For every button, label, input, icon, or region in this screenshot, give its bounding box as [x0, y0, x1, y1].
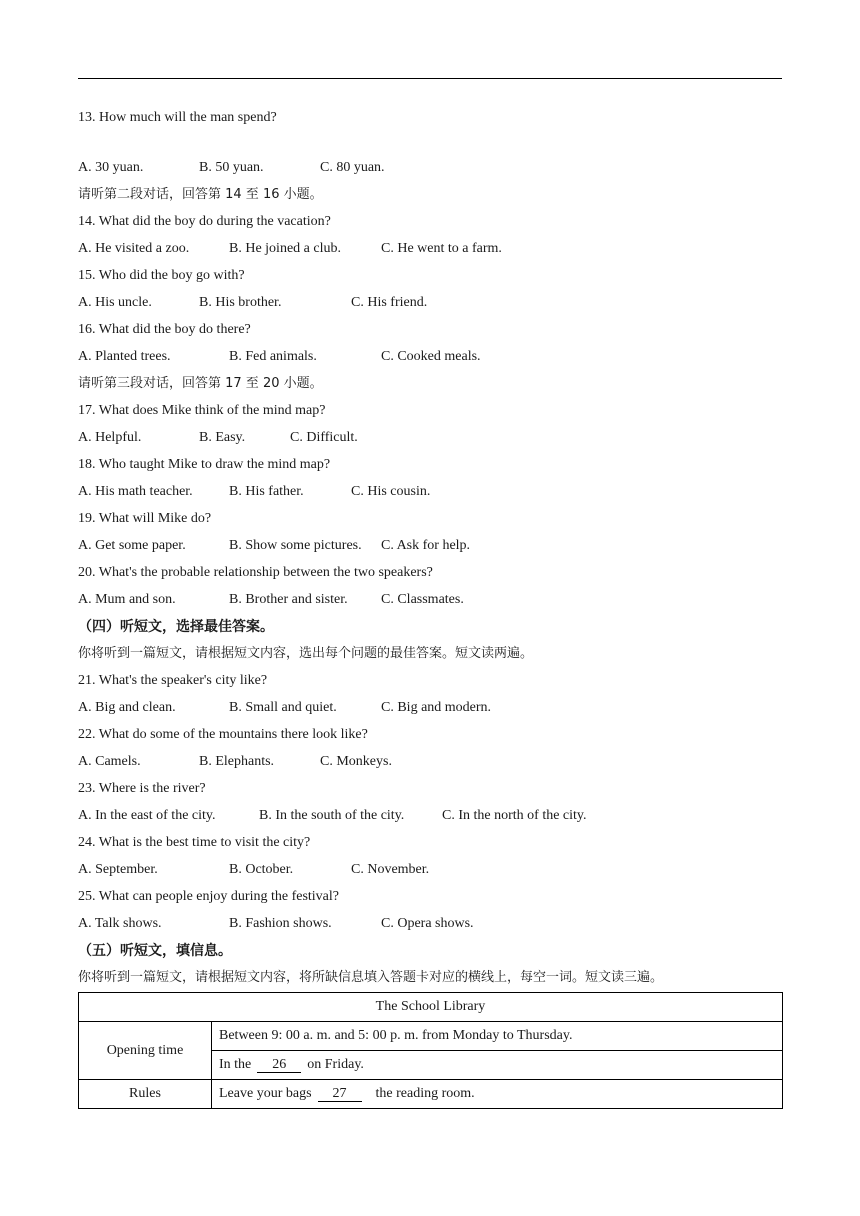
q18-option-c[interactable]: C. His cousin.: [351, 484, 431, 499]
opening-time-friday: [212, 1051, 783, 1080]
q22-option-c[interactable]: C. Monkeys.: [320, 754, 392, 769]
q14-option-a[interactable]: A. He visited a zoo.: [78, 241, 190, 256]
q16-option-b[interactable]: B. Fed animals.: [229, 349, 317, 364]
q21-option-a[interactable]: A. Big and clean.: [78, 700, 176, 715]
q21-option-b[interactable]: B. Small and quiet.: [229, 700, 337, 715]
question-20: 20. What's the probable relationship between the two speakers?: [78, 565, 433, 580]
q13-option-a[interactable]: A. 30 yuan.: [78, 160, 144, 175]
q16-option-c[interactable]: C. Cooked meals.: [381, 349, 481, 364]
q23-option-a[interactable]: A. In the east of the city.: [78, 808, 216, 823]
q25-option-a[interactable]: A. Talk shows.: [78, 916, 162, 931]
question-18: 18. Who taught Mike to draw the mind map?: [78, 457, 331, 472]
q25-option-c[interactable]: C. Opera shows.: [381, 916, 474, 931]
q17-option-b[interactable]: B. Easy.: [199, 430, 246, 445]
section-5-title: （五）听短文，填信息。: [78, 943, 232, 959]
table-heading: The School Library: [79, 993, 783, 1022]
q14-option-c[interactable]: C. He went to a farm.: [381, 241, 502, 256]
question-22: 22. What do some of the mountains there look like?: [78, 727, 368, 742]
section-4-instruction: 你将听到一篇短文，请根据短文内容，选出每个问题的最佳答案。短文读两遍。: [78, 646, 534, 661]
q17-option-a[interactable]: A. Helpful.: [78, 430, 142, 445]
q20-option-b[interactable]: B. Brother and sister.: [229, 592, 348, 607]
q20-option-a[interactable]: A. Mum and son.: [78, 592, 176, 607]
question-21: 21. What's the speaker's city like?: [78, 673, 268, 688]
rules-text: [212, 1080, 783, 1109]
blank-27[interactable]: 27: [318, 1086, 362, 1102]
rules-text-pre: Leave your bags: [219, 1086, 312, 1101]
q18-option-a[interactable]: A. His math teacher.: [78, 484, 193, 499]
question-15: 15. Who did the boy go with?: [78, 268, 245, 283]
q16-option-a[interactable]: A. Planted trees.: [78, 349, 171, 364]
q20-option-c[interactable]: C. Classmates.: [381, 592, 464, 607]
q24-option-c[interactable]: C. November.: [351, 862, 430, 877]
q13-option-c[interactable]: C. 80 yuan.: [320, 160, 385, 175]
question-17: 17. What does Mike think of the mind map?: [78, 403, 326, 418]
q18-option-b[interactable]: B. His father.: [229, 484, 304, 499]
question-23: 23. Where is the river?: [78, 781, 206, 796]
q24-option-b[interactable]: B. October.: [229, 862, 294, 877]
blank-26[interactable]: 26: [257, 1057, 301, 1073]
opening-time-label: Opening time: [79, 1022, 212, 1080]
rules-label: Rules: [79, 1080, 212, 1109]
question-24: 24. What is the best time to visit the city?: [78, 835, 311, 850]
q15-option-a[interactable]: A. His uncle.: [78, 295, 152, 310]
opening-time-weekdays: Between 9: 00 a. m. and 5: 00 p. m. from Monday to Thursday.: [212, 1022, 783, 1051]
q24-option-a[interactable]: A. September.: [78, 862, 158, 877]
question-16: 16. What did the boy do there?: [78, 322, 251, 337]
dialogue-3-note: 请听第三段对话，回答第 17 至 20 小题。: [78, 376, 323, 391]
question-25: 25. What can people enjoy during the festival?: [78, 889, 339, 904]
q15-option-c[interactable]: C. His friend.: [351, 295, 428, 310]
q19-option-b[interactable]: B. Show some pictures.: [229, 538, 362, 553]
q23-option-c[interactable]: C. In the north of the city.: [442, 808, 587, 823]
question-14: 14. What did the boy do during the vacation?: [78, 214, 331, 229]
q25-option-b[interactable]: B. Fashion shows.: [229, 916, 332, 931]
q14-option-b[interactable]: B. He joined a club.: [229, 241, 341, 256]
q21-option-c[interactable]: C. Big and modern.: [381, 700, 492, 715]
header-rule: [78, 78, 782, 79]
q15-option-b[interactable]: B. His brother.: [199, 295, 282, 310]
library-info-table: [78, 992, 783, 1109]
rules-text-post: the reading room.: [375, 1086, 475, 1101]
question-13: 13. How much will the man spend?: [78, 110, 277, 125]
question-19: 19. What will Mike do?: [78, 511, 212, 526]
dialogue-2-note: 请听第二段对话，回答第 14 至 16 小题。: [78, 187, 323, 202]
friday-text-pre: In the: [219, 1057, 252, 1072]
q22-option-a[interactable]: A. Camels.: [78, 754, 141, 769]
q17-option-c[interactable]: C. Difficult.: [290, 430, 358, 445]
friday-text-post: on Friday.: [307, 1057, 364, 1072]
q13-option-b[interactable]: B. 50 yuan.: [199, 160, 264, 175]
q19-option-a[interactable]: A. Get some paper.: [78, 538, 186, 553]
q19-option-c[interactable]: C. Ask for help.: [381, 538, 471, 553]
q22-option-b[interactable]: B. Elephants.: [199, 754, 275, 769]
q23-option-b[interactable]: B. In the south of the city.: [259, 808, 405, 823]
section-4-title: （四）听短文，选择最佳答案。: [78, 619, 274, 635]
section-5-instruction: 你将听到一篇短文，请根据短文内容，将所缺信息填入答题卡对应的横线上，每空一词。短文读三遍。: [78, 970, 664, 985]
